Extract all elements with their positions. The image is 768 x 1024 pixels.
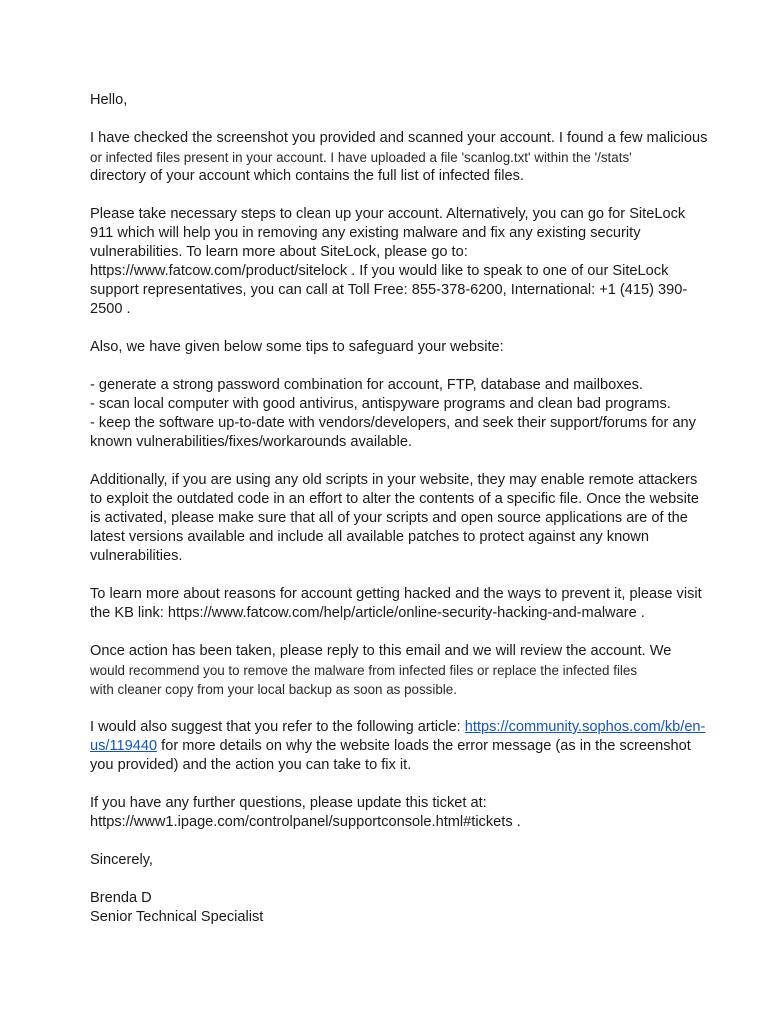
text-line	[90, 718, 706, 737]
paragraph-sitelock	[90, 205, 690, 319]
list-item: - generate a strong password combination for account, FTP, database and mailboxes.	[90, 377, 643, 393]
paragraph-old-scripts	[90, 471, 699, 566]
closing	[90, 851, 690, 870]
greeting	[90, 91, 690, 110]
text-line: I have checked the screenshot you provided and scanned your account. I found a few malicious	[90, 130, 708, 146]
tips-list	[90, 376, 696, 452]
paragraph-kb-link	[90, 585, 702, 623]
text-line: with cleaner copy from your local backup as soon as possible.	[90, 682, 457, 697]
text-line: https://www1.ipage.com/controlpanel/supportconsole.html#tickets .	[90, 814, 521, 830]
text-line: directory of your account which contains the full list of infected files.	[90, 168, 524, 184]
email-letter	[90, 91, 708, 927]
greeting-line: Hello,	[90, 92, 128, 108]
sophos-article-link-continued[interactable]: us/119440	[90, 738, 158, 754]
paragraph-sophos-article	[90, 718, 706, 775]
text-line: Once action has been taken, please reply to this email and we will review the account. We	[90, 643, 672, 659]
sophos-article-link[interactable]: https://community.sophos.com/kb/en-	[464, 719, 706, 735]
paragraph-scan-results	[90, 129, 708, 186]
text-line: you provided) and the action you can take to fix it.	[90, 757, 412, 773]
signature-name: Brenda D	[90, 890, 152, 906]
text-line: Additionally, if you are using any old scripts in your website, they may enable remote attackers	[90, 472, 698, 488]
text-line: Please take necessary steps to clean up your account. Alternatively, you can go for SiteLock	[90, 206, 686, 222]
text-line: If you have any further questions, please update this ticket at:	[90, 795, 487, 811]
text-line: is activated, please make sure that all of your scripts and open source applications are of the	[90, 510, 688, 526]
text-line: latest versions available and include all available patches to protect against any known	[90, 529, 649, 545]
article-intro-text: I would also suggest that you refer to the following article:	[90, 719, 465, 735]
paragraph-action-taken	[90, 642, 690, 699]
text-line: 2500 .	[90, 301, 131, 317]
text-line: to exploit the outdated code in an effort to alter the contents of a specific file. Once the website	[90, 491, 699, 507]
text-line: 911 which will help you in removing any existing malware and fix any existing security	[90, 225, 641, 241]
text-line: the KB link: https://www.fatcow.com/help/article/online-security-hacking-and-malware .	[90, 605, 645, 621]
text-line: vulnerabilities.	[90, 548, 183, 564]
text-line: Also, we have given below some tips to safeguard your website:	[90, 339, 504, 355]
text-line: To learn more about reasons for account getting hacked and the ways to prevent it, please visit	[90, 586, 702, 602]
paragraph-tips-intro	[90, 338, 690, 357]
text-line: support representatives, you can call at Toll Free: 855-378-6200, International: +1 (415) 390-	[90, 282, 688, 298]
signature-block	[90, 889, 690, 927]
text-line: vulnerabilities. To learn more about SiteLock, please go to:	[90, 244, 468, 260]
list-item: - keep the software up-to-date with vendors/developers, and seek their support/forums for any	[90, 415, 696, 431]
closing-line: Sincerely,	[90, 852, 153, 868]
article-details-text: for more details on why the website loads the error message (as in the screenshot	[157, 738, 691, 754]
list-item: known vulnerabilities/fixes/workarounds available.	[90, 434, 413, 450]
text-line	[90, 737, 690, 756]
text-line: or infected files present in your account. I have uploaded a file 'scanlog.txt' within the '/stats'	[90, 150, 632, 165]
paragraph-ticket	[90, 794, 690, 832]
text-line: would recommend you to remove the malware from infected files or replace the infected files	[90, 663, 638, 678]
list-item: - scan local computer with good antivirus, antispyware programs and clean bad programs.	[90, 396, 671, 412]
text-line: https://www.fatcow.com/product/sitelock . If you would like to speak to one of our SiteLock	[90, 263, 669, 279]
signature-title: Senior Technical Specialist	[90, 909, 264, 925]
